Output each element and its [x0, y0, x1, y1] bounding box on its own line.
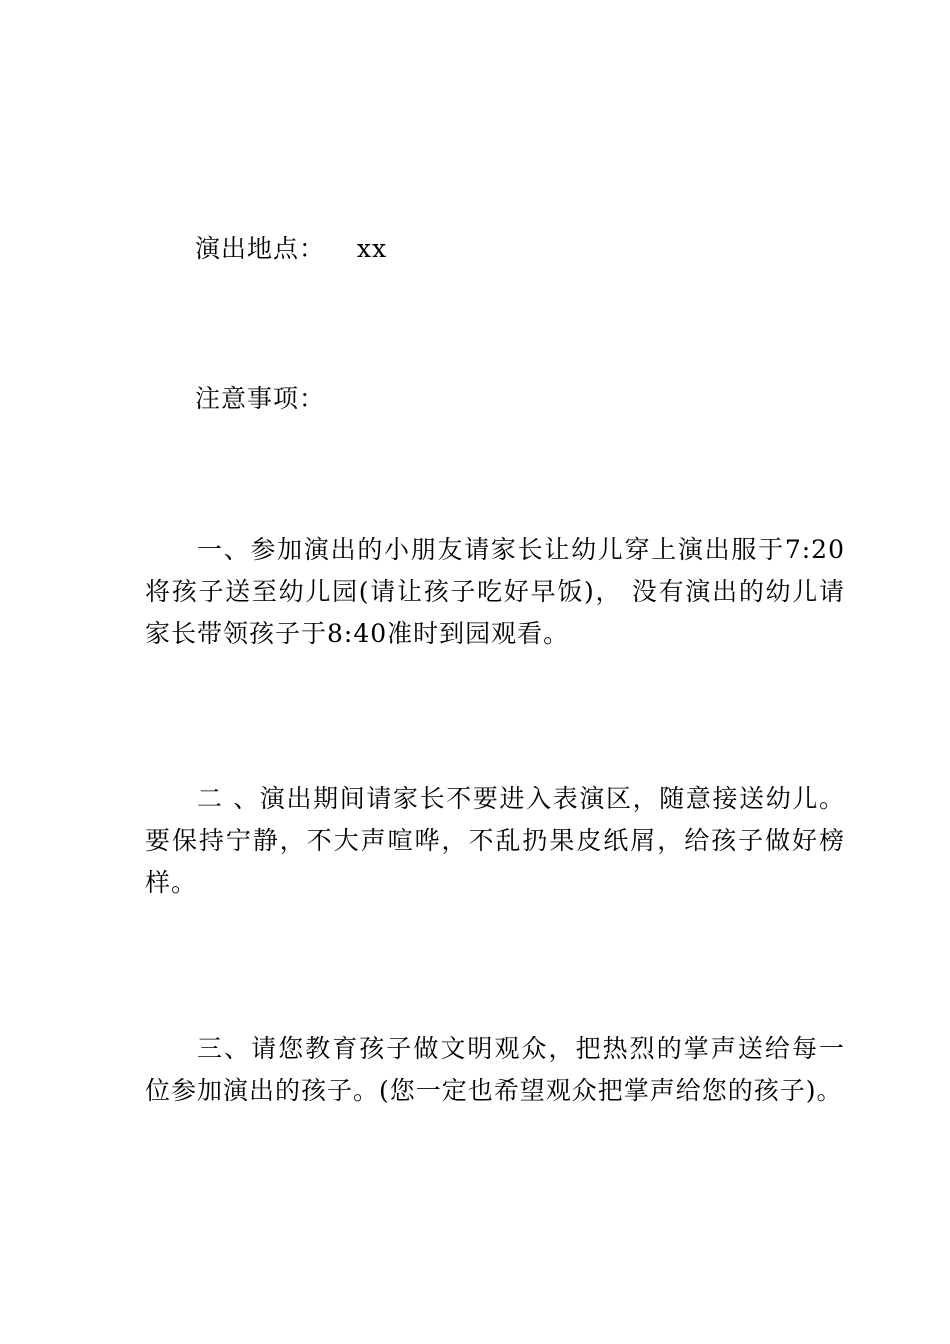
note-item-1: 一、参加演出的小朋友请家长让幼儿穿上演出服于7:20将孩子送至幼儿园(请让孩子吃好早饭)， 没有演出的幼儿请家长带领孩子于8:40准时到园观看。: [145, 535, 845, 648]
notes-heading: 注意事项：: [195, 384, 326, 413]
venue-line: [195, 234, 387, 264]
note-item-3: 三、请您教育孩子做文明观众，把热烈的掌声送给每一位参加演出的孩子。(您一定也希望观众把掌声给您的孩子)。: [145, 1034, 845, 1105]
note-item-2: 二 、演出期间请家长不要进入表演区，随意接送幼儿。要保持宁静，不大声喧哗，不乱扔果皮纸屑，给孩子做好榜样。: [145, 784, 845, 897]
venue-value: xx: [356, 234, 388, 263]
venue-label: 演出地点：: [195, 234, 326, 263]
